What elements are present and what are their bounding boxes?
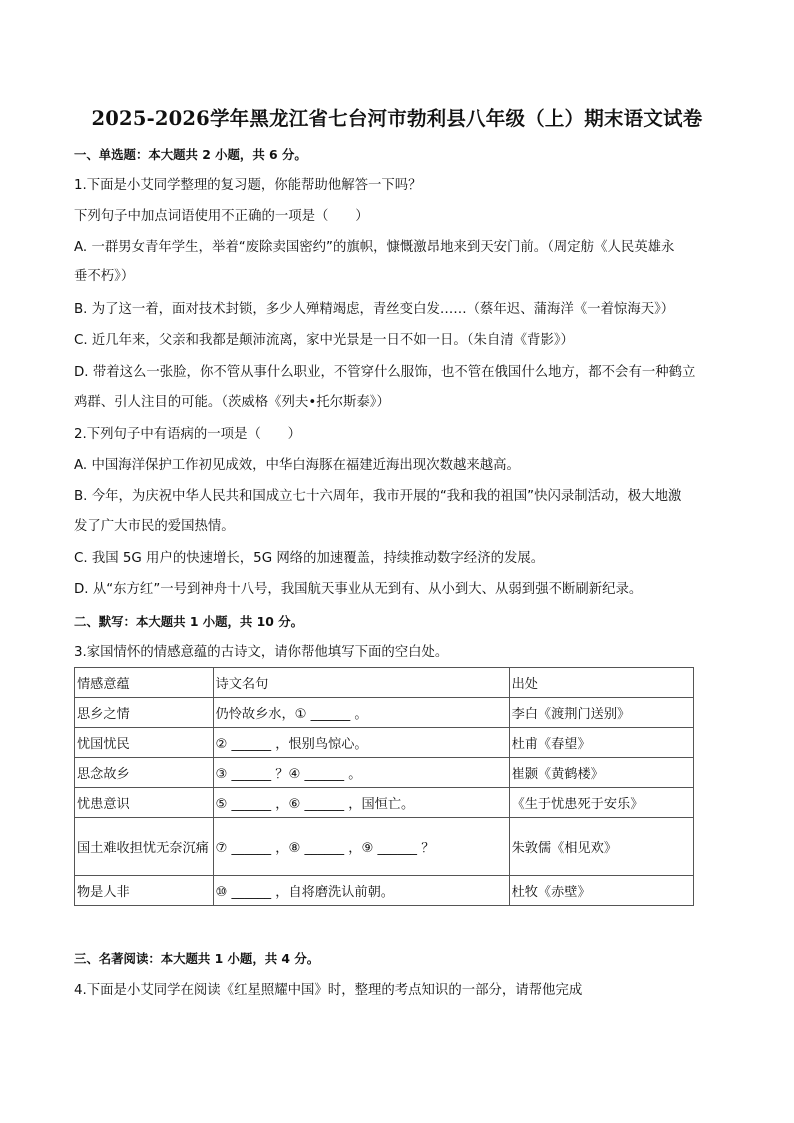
q2-option-b-line1: B. 今年，为庆祝中华人民共和国成立七十六周年，我市开展的“我和我的祖国”快闪录制活动，极大地激 — [74, 489, 682, 504]
q1-option-a-line1: A. 一群男女青年学生，举着“废除卖国密约”的旗帜，慷慨激昂地来到天安门前。（周定舫《人民英雄永 — [74, 240, 675, 255]
q2-option-c: C. 我国 5G 用户的快速增长，5G 网络的加速覆盖，持续推动数字经济的发展。 — [74, 551, 545, 566]
q1-stem: 1.下面是小艾同学整理的复习题，你能帮助他解答一下吗？ — [74, 178, 422, 193]
table-header-row — [75, 668, 694, 698]
section-1-desc: 本大题共 2 小题，共 6 分。 — [148, 147, 307, 162]
q2-option-a: A. 中国海洋保护工作初见成效，中华白海豚在福建近海出现次数越来越高。 — [74, 458, 520, 473]
q1-option-b: B. 为了这一着，面对技术封锁，多少人殚精竭虑，青丝变白发……（蔡年迟、蒲海洋《一着惊海天》） — [74, 302, 675, 317]
table-row — [75, 818, 694, 876]
q1-option-c: C. 近几年来，父亲和我都是颠沛流离，家中光景是一日不如一日。（朱自清《背影》） — [74, 333, 574, 348]
section-3-label: 三、名著阅读： — [74, 951, 161, 966]
table-row — [75, 876, 694, 906]
table-cell: ② ______ ，恨别鸟惊心。 — [213, 728, 509, 758]
q2-stem: 2.下列句子中有语病的一项是（ ） — [74, 427, 302, 442]
poetry-answer-table — [74, 667, 694, 906]
q3-stem: 3.家国情怀的情感意蕴的古诗文，请你帮他填写下面的空白处。 — [74, 645, 449, 660]
table-cell: 国土难收担忧无奈沉痛 — [75, 818, 214, 876]
table-cell: 仍怜故乡水，① ______ 。 — [213, 698, 509, 728]
table-row — [75, 788, 694, 818]
q1-option-d-line1: D. 带着这么一张脸，你不管从事什么职业，不管穿什么服饰，也不管在俄国什么地方，都不会有一种鹤立 — [74, 365, 696, 380]
table-row — [75, 698, 694, 728]
table-cell: ⑤ ______ ，⑥ ______ ，国恒亡。 — [213, 788, 509, 818]
page-title: 2025-2026学年黑龙江省七台河市勃利县八年级（上）期末语文试卷 — [91, 107, 703, 130]
section-1-label: 一、单选题： — [74, 147, 149, 162]
section-1-heading — [74, 146, 307, 164]
q1-prompt: 下列句子中加点词语使用不正确的一项是（ ） — [74, 209, 369, 224]
table-header-cell: 情感意蕴 — [75, 668, 214, 698]
q1-option-d-line2: 鸡群、引人注目的可能。（茨威格《列夫•托尔斯泰》） — [74, 395, 390, 410]
table-cell: ⑦ ______ ，⑧ ______ ，⑨ ______ ？ — [213, 818, 509, 876]
table-cell: 思乡之情 — [75, 698, 214, 728]
table-cell: 朱敦儒《相见欢》 — [509, 818, 693, 876]
table-cell: 李白《渡荆门送别》 — [509, 698, 693, 728]
table-cell: 思念故乡 — [75, 758, 214, 788]
q1-option-a-line2: 垂不朽》） — [74, 269, 135, 284]
table-cell: ③ ______ ？④ ______ 。 — [213, 758, 509, 788]
table-cell: 《生于忧患死于安乐》 — [509, 788, 693, 818]
section-2-label: 二、默写： — [74, 614, 136, 629]
table-cell: 崔颢《黄鹤楼》 — [509, 758, 693, 788]
table-cell: ⑩ ______ ，自将磨洗认前朝。 — [213, 876, 509, 906]
table-cell: 忧国忧民 — [75, 728, 214, 758]
q4-stem: 4.下面是小艾同学在阅读《红星照耀中国》时，整理的考点知识的一部分，请帮他完成 — [74, 983, 583, 998]
section-2-heading — [74, 613, 303, 631]
table-row — [75, 728, 694, 758]
table-header-cell: 出处 — [509, 668, 693, 698]
section-3-heading — [74, 950, 319, 968]
table-cell: 杜牧《赤壁》 — [509, 876, 693, 906]
section-3-desc: 本大题共 1 小题，共 4 分。 — [160, 951, 320, 966]
section-2-desc: 本大题共 1 小题，共 10 分。 — [135, 614, 303, 629]
table-cell: 忧患意识 — [75, 788, 214, 818]
table-cell: 杜甫《春望》 — [509, 728, 693, 758]
table-header-cell: 诗文名句 — [213, 668, 509, 698]
q2-option-b-line2: 发了广大市民的爱国热情。 — [74, 519, 235, 534]
q2-option-d: D. 从“东方红”一号到神舟十八号，我国航天事业从无到有、从小到大、从弱到强不断刷新纪录。 — [74, 582, 643, 597]
table-cell: 物是人非 — [75, 876, 214, 906]
table-row — [75, 758, 694, 788]
